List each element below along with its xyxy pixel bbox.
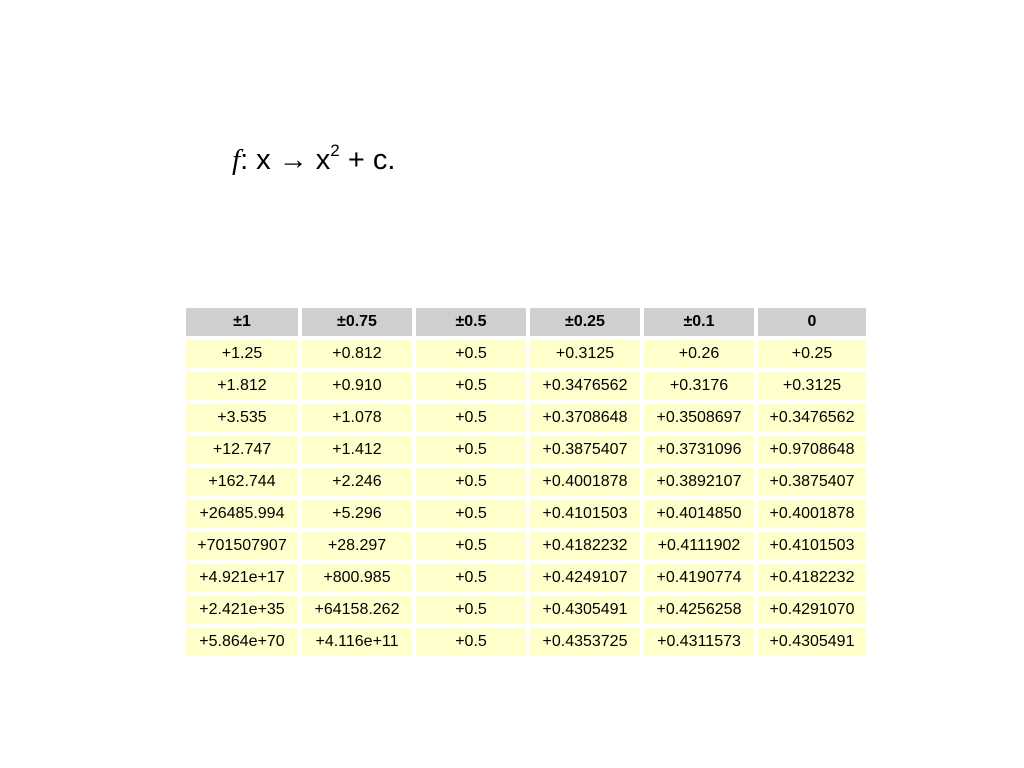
table-row bbox=[186, 564, 866, 596]
table-cell: +0.4182232 bbox=[758, 564, 866, 596]
table-cell: +0.9708648 bbox=[758, 436, 866, 468]
table-cell: +28.297 bbox=[302, 532, 416, 564]
table-cell: +64158.262 bbox=[302, 596, 416, 628]
header-row bbox=[186, 308, 866, 340]
function-name: f bbox=[232, 144, 241, 176]
table-cell: +701507907 bbox=[186, 532, 302, 564]
table-cell: +2.246 bbox=[302, 468, 416, 500]
table-cell: +0.3708648 bbox=[530, 404, 644, 436]
table-cell: +0.4101503 bbox=[530, 500, 644, 532]
formula-rhs: + c. bbox=[339, 144, 396, 176]
table-cell: +4.116e+11 bbox=[302, 628, 416, 660]
table-cell: +1.25 bbox=[186, 340, 302, 372]
table-cell: +0.4001878 bbox=[758, 500, 866, 532]
table-cell: +0.5 bbox=[416, 340, 530, 372]
table-cell: +0.3176 bbox=[644, 372, 758, 404]
table-cell: +0.4014850 bbox=[644, 500, 758, 532]
table-cell: +5.864e+70 bbox=[186, 628, 302, 660]
table-cell: +0.3875407 bbox=[758, 468, 866, 500]
table-cell: +0.5 bbox=[416, 500, 530, 532]
table-cell: +0.3125 bbox=[530, 340, 644, 372]
table-cell: +1.412 bbox=[302, 436, 416, 468]
header-cell: ±0.1 bbox=[644, 308, 758, 340]
table-cell: +0.3731096 bbox=[644, 436, 758, 468]
table-cell: +0.26 bbox=[644, 340, 758, 372]
table-cell: +0.3508697 bbox=[644, 404, 758, 436]
table-cell: +5.296 bbox=[302, 500, 416, 532]
table-row bbox=[186, 628, 866, 660]
table-cell: +0.4311573 bbox=[644, 628, 758, 660]
header-cell: ±1 bbox=[186, 308, 302, 340]
table-cell: +0.4182232 bbox=[530, 532, 644, 564]
table-cell: +0.5 bbox=[416, 532, 530, 564]
table-cell: +0.4305491 bbox=[758, 628, 866, 660]
table-cell: +0.4256258 bbox=[644, 596, 758, 628]
header-cell: ±0.25 bbox=[530, 308, 644, 340]
table-cell: +0.4190774 bbox=[644, 564, 758, 596]
table-cell: +0.812 bbox=[302, 340, 416, 372]
table-cell: +0.5 bbox=[416, 596, 530, 628]
formula-exponent: 2 bbox=[330, 141, 340, 160]
table-cell: +3.535 bbox=[186, 404, 302, 436]
table-cell: +0.4249107 bbox=[530, 564, 644, 596]
table-cell: +800.985 bbox=[302, 564, 416, 596]
table-row bbox=[186, 500, 866, 532]
table-cell: +0.3875407 bbox=[530, 436, 644, 468]
table-cell: +1.078 bbox=[302, 404, 416, 436]
table-row bbox=[186, 340, 866, 372]
table-cell: +0.4001878 bbox=[530, 468, 644, 500]
iteration-table bbox=[186, 308, 866, 660]
table-row bbox=[186, 532, 866, 564]
formula-lhs: : x → x bbox=[240, 144, 331, 176]
table-row bbox=[186, 372, 866, 404]
table-cell: +0.5 bbox=[416, 468, 530, 500]
table-row bbox=[186, 468, 866, 500]
table-cell: +0.4111902 bbox=[644, 532, 758, 564]
formula-heading bbox=[232, 140, 395, 180]
table-cell: +26485.994 bbox=[186, 500, 302, 532]
table-cell: +0.3892107 bbox=[644, 468, 758, 500]
header-cell: ±0.5 bbox=[416, 308, 530, 340]
header-cell: ±0.75 bbox=[302, 308, 416, 340]
table-cell: +0.4305491 bbox=[530, 596, 644, 628]
table-cell: +2.421e+35 bbox=[186, 596, 302, 628]
table-cell: +0.5 bbox=[416, 436, 530, 468]
table-cell: +0.4353725 bbox=[530, 628, 644, 660]
table-cell: +0.5 bbox=[416, 564, 530, 596]
table-cell: +0.4291070 bbox=[758, 596, 866, 628]
table-cell: +0.5 bbox=[416, 404, 530, 436]
table-cell: +0.910 bbox=[302, 372, 416, 404]
table-cell: +0.5 bbox=[416, 372, 530, 404]
table-cell: +0.4101503 bbox=[758, 532, 866, 564]
table-cell: +0.25 bbox=[758, 340, 866, 372]
table-cell: +4.921e+17 bbox=[186, 564, 302, 596]
table-cell: +0.5 bbox=[416, 628, 530, 660]
table-cell: +162.744 bbox=[186, 468, 302, 500]
table-cell: +12.747 bbox=[186, 436, 302, 468]
header-cell: 0 bbox=[758, 308, 866, 340]
table-cell: +1.812 bbox=[186, 372, 302, 404]
table-cell: +0.3125 bbox=[758, 372, 866, 404]
table-cell: +0.3476562 bbox=[758, 404, 866, 436]
table-row bbox=[186, 436, 866, 468]
table-row bbox=[186, 596, 866, 628]
table-row bbox=[186, 404, 866, 436]
table-cell: +0.3476562 bbox=[530, 372, 644, 404]
